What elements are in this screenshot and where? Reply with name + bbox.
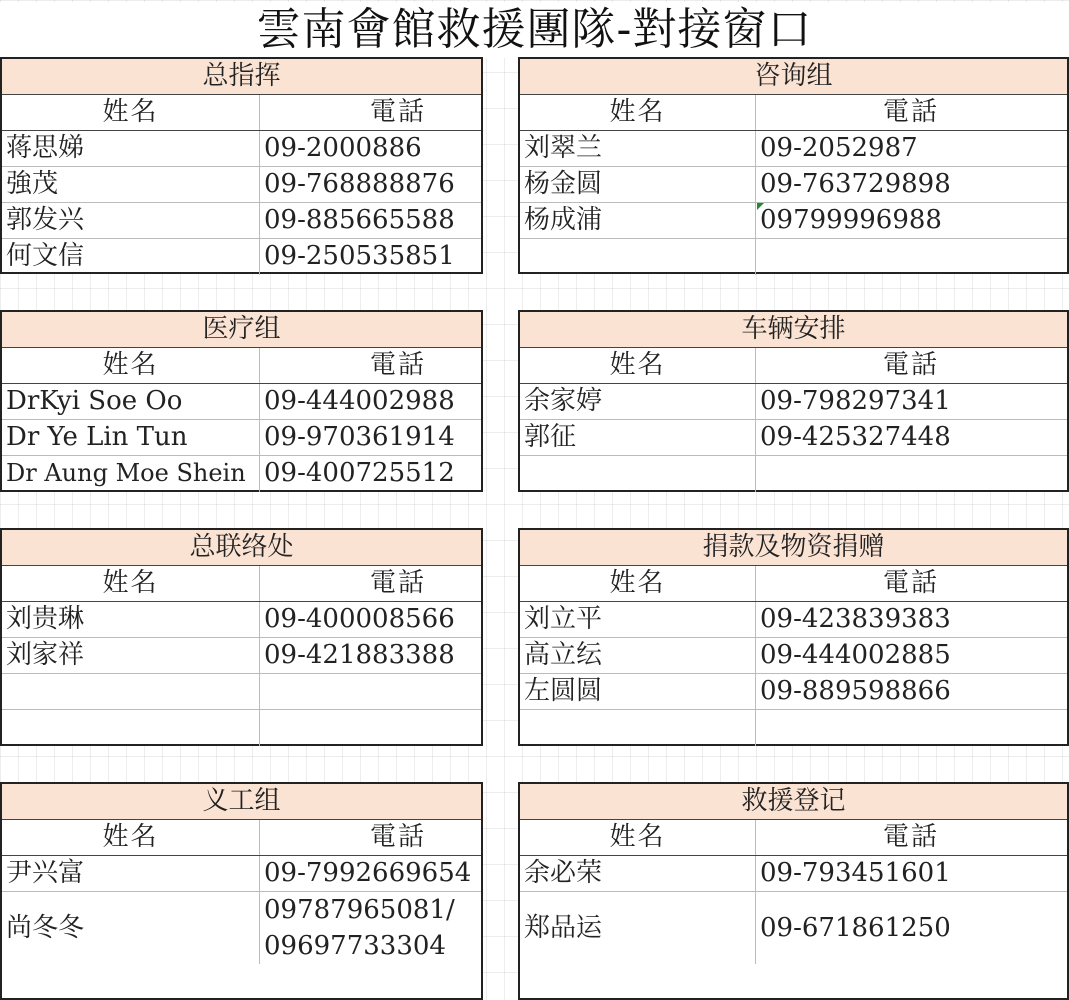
table-row bbox=[2, 710, 481, 746]
section-heading: 咨询组 bbox=[520, 59, 1067, 95]
contact-name: 杨成浦 bbox=[520, 203, 756, 238]
contact-phone: 09-671861250 bbox=[760, 913, 951, 943]
section-heading: 医疗组 bbox=[2, 312, 481, 348]
table-row bbox=[520, 456, 1067, 492]
page-title: 雲南會館救援團隊-對接窗口 bbox=[0, 2, 1069, 58]
contact-phone: 09-400008566 bbox=[264, 604, 455, 634]
column-header-row bbox=[520, 820, 1067, 856]
contact-phone: 09-2052987 bbox=[760, 133, 918, 163]
table-row bbox=[2, 167, 481, 203]
table-row bbox=[2, 456, 481, 492]
table-row bbox=[520, 638, 1067, 674]
contact-phone: 09-423839383 bbox=[760, 604, 951, 634]
contact-name: 高立纭 bbox=[520, 638, 756, 673]
contact-name: 左圆圆 bbox=[520, 674, 756, 709]
contact-phone: 09-421883388 bbox=[264, 640, 455, 670]
column-header-row bbox=[520, 348, 1067, 384]
column-header-name: 姓名 bbox=[520, 95, 756, 130]
contact-phone: 09-250535851 bbox=[264, 241, 455, 271]
contact-phone: 09-444002885 bbox=[760, 640, 951, 670]
contact-phone: 09-444002988 bbox=[264, 386, 455, 416]
empty-cell bbox=[2, 674, 260, 709]
contact-name: 尹兴富 bbox=[2, 856, 260, 891]
table-row bbox=[520, 239, 1067, 275]
contact-name: 杨金圆 bbox=[520, 167, 756, 202]
section-command bbox=[0, 57, 483, 274]
table-row bbox=[2, 638, 481, 674]
contact-phone: 09-793451601 bbox=[760, 858, 951, 888]
empty-cell bbox=[756, 710, 1067, 746]
contact-phone: 09-400725512 bbox=[264, 458, 455, 488]
contact-name: DrKyi Soe Oo bbox=[2, 384, 260, 419]
section-volunteers bbox=[0, 782, 483, 1000]
column-header-row bbox=[2, 820, 481, 856]
table-row bbox=[2, 420, 481, 456]
column-header-row bbox=[2, 348, 481, 384]
table-row bbox=[520, 384, 1067, 420]
column-header-phone: 電話 bbox=[882, 350, 939, 380]
column-header-name: 姓名 bbox=[2, 348, 260, 383]
table-row bbox=[2, 892, 481, 964]
empty-cell bbox=[260, 710, 481, 746]
empty-cell bbox=[756, 456, 1067, 492]
section-vehicles bbox=[518, 310, 1069, 492]
table-row bbox=[520, 674, 1067, 710]
contact-name: 刘家祥 bbox=[2, 638, 260, 673]
section-heading: 捐款及物资捐赠 bbox=[520, 530, 1067, 566]
table-row bbox=[520, 710, 1067, 746]
empty-cell bbox=[756, 239, 1067, 275]
table-row bbox=[520, 856, 1067, 892]
column-header-phone: 電話 bbox=[369, 568, 426, 598]
contact-name: 刘贵琳 bbox=[2, 602, 260, 637]
column-header-row bbox=[520, 566, 1067, 602]
column-header-name: 姓名 bbox=[2, 820, 260, 855]
section-heading: 总指挥 bbox=[2, 59, 481, 95]
contact-phone: 09-7992669654 bbox=[264, 858, 472, 888]
section-rescue-registration bbox=[518, 782, 1069, 1000]
contact-name: 何文信 bbox=[2, 239, 260, 275]
contact-phone: 09-425327448 bbox=[760, 422, 951, 452]
contact-name: 刘立平 bbox=[520, 602, 756, 637]
section-donations bbox=[518, 528, 1069, 746]
contact-name: 余必荣 bbox=[520, 856, 756, 891]
table-row bbox=[2, 602, 481, 638]
contact-phone: 09-2000886 bbox=[264, 133, 422, 163]
empty-cell bbox=[260, 674, 481, 709]
contact-phone: 09-885665588 bbox=[264, 205, 455, 235]
contact-name: 強茂 bbox=[2, 167, 260, 202]
table-row bbox=[520, 167, 1067, 203]
contact-phone: 09-798297341 bbox=[760, 386, 951, 416]
contact-name: Dr Ye Lin Tun bbox=[2, 420, 260, 455]
contact-phone-line: 09787965081/ bbox=[264, 895, 455, 925]
contact-phone: 09-763729898 bbox=[760, 169, 951, 199]
column-header-phone: 電話 bbox=[882, 568, 939, 598]
column-header-row bbox=[2, 95, 481, 131]
table-row bbox=[2, 131, 481, 167]
contact-name: 刘翠兰 bbox=[520, 131, 756, 166]
table-row bbox=[520, 203, 1067, 239]
table-row bbox=[520, 892, 1067, 964]
cell-error-marker-icon bbox=[757, 203, 764, 210]
column-header-name: 姓名 bbox=[520, 348, 756, 383]
section-heading: 总联络处 bbox=[2, 530, 481, 566]
table-row bbox=[2, 674, 481, 710]
table-row bbox=[520, 420, 1067, 456]
contact-name: Dr Aung Moe Shein bbox=[2, 456, 260, 492]
section-heading: 义工组 bbox=[2, 784, 481, 820]
contact-name: 尚冬冬 bbox=[2, 892, 260, 964]
column-header-name: 姓名 bbox=[520, 566, 756, 601]
empty-cell bbox=[520, 456, 756, 492]
table-row bbox=[520, 131, 1067, 167]
contact-phone: 09-889598866 bbox=[760, 676, 951, 706]
table-row bbox=[2, 239, 481, 275]
table-row bbox=[2, 384, 481, 420]
column-header-phone: 電話 bbox=[369, 97, 426, 127]
section-liaison bbox=[0, 528, 483, 746]
section-medical bbox=[0, 310, 483, 492]
column-header-phone: 電話 bbox=[369, 822, 426, 852]
column-header-phone: 電話 bbox=[882, 97, 939, 127]
contact-phone: 09799996988 bbox=[760, 205, 942, 235]
column-header-name: 姓名 bbox=[520, 820, 756, 855]
column-header-name: 姓名 bbox=[2, 95, 260, 130]
section-heading: 救援登记 bbox=[520, 784, 1067, 820]
contact-phone bbox=[260, 892, 481, 964]
empty-cell bbox=[2, 710, 260, 746]
table-row bbox=[520, 602, 1067, 638]
column-header-row bbox=[2, 566, 481, 602]
contact-phone: 09-768888876 bbox=[264, 169, 455, 199]
section-inquiry bbox=[518, 57, 1069, 274]
column-header-phone: 電話 bbox=[882, 822, 939, 852]
contact-name: 郭征 bbox=[520, 420, 756, 455]
column-header-phone: 電話 bbox=[369, 350, 426, 380]
empty-cell bbox=[520, 239, 756, 275]
table-row bbox=[2, 856, 481, 892]
contact-name: 郭发兴 bbox=[2, 203, 260, 238]
column-header-row bbox=[520, 95, 1067, 131]
contact-phone: 09-970361914 bbox=[264, 422, 455, 452]
section-heading: 车辆安排 bbox=[520, 312, 1067, 348]
empty-cell bbox=[520, 710, 756, 746]
column-header-name: 姓名 bbox=[2, 566, 260, 601]
contact-name: 郑品运 bbox=[520, 892, 756, 964]
contact-phone-line: 09697733304 bbox=[264, 931, 446, 961]
table-row bbox=[2, 203, 481, 239]
contact-name: 蒋思娣 bbox=[2, 131, 260, 166]
contact-name: 余家婷 bbox=[520, 384, 756, 419]
